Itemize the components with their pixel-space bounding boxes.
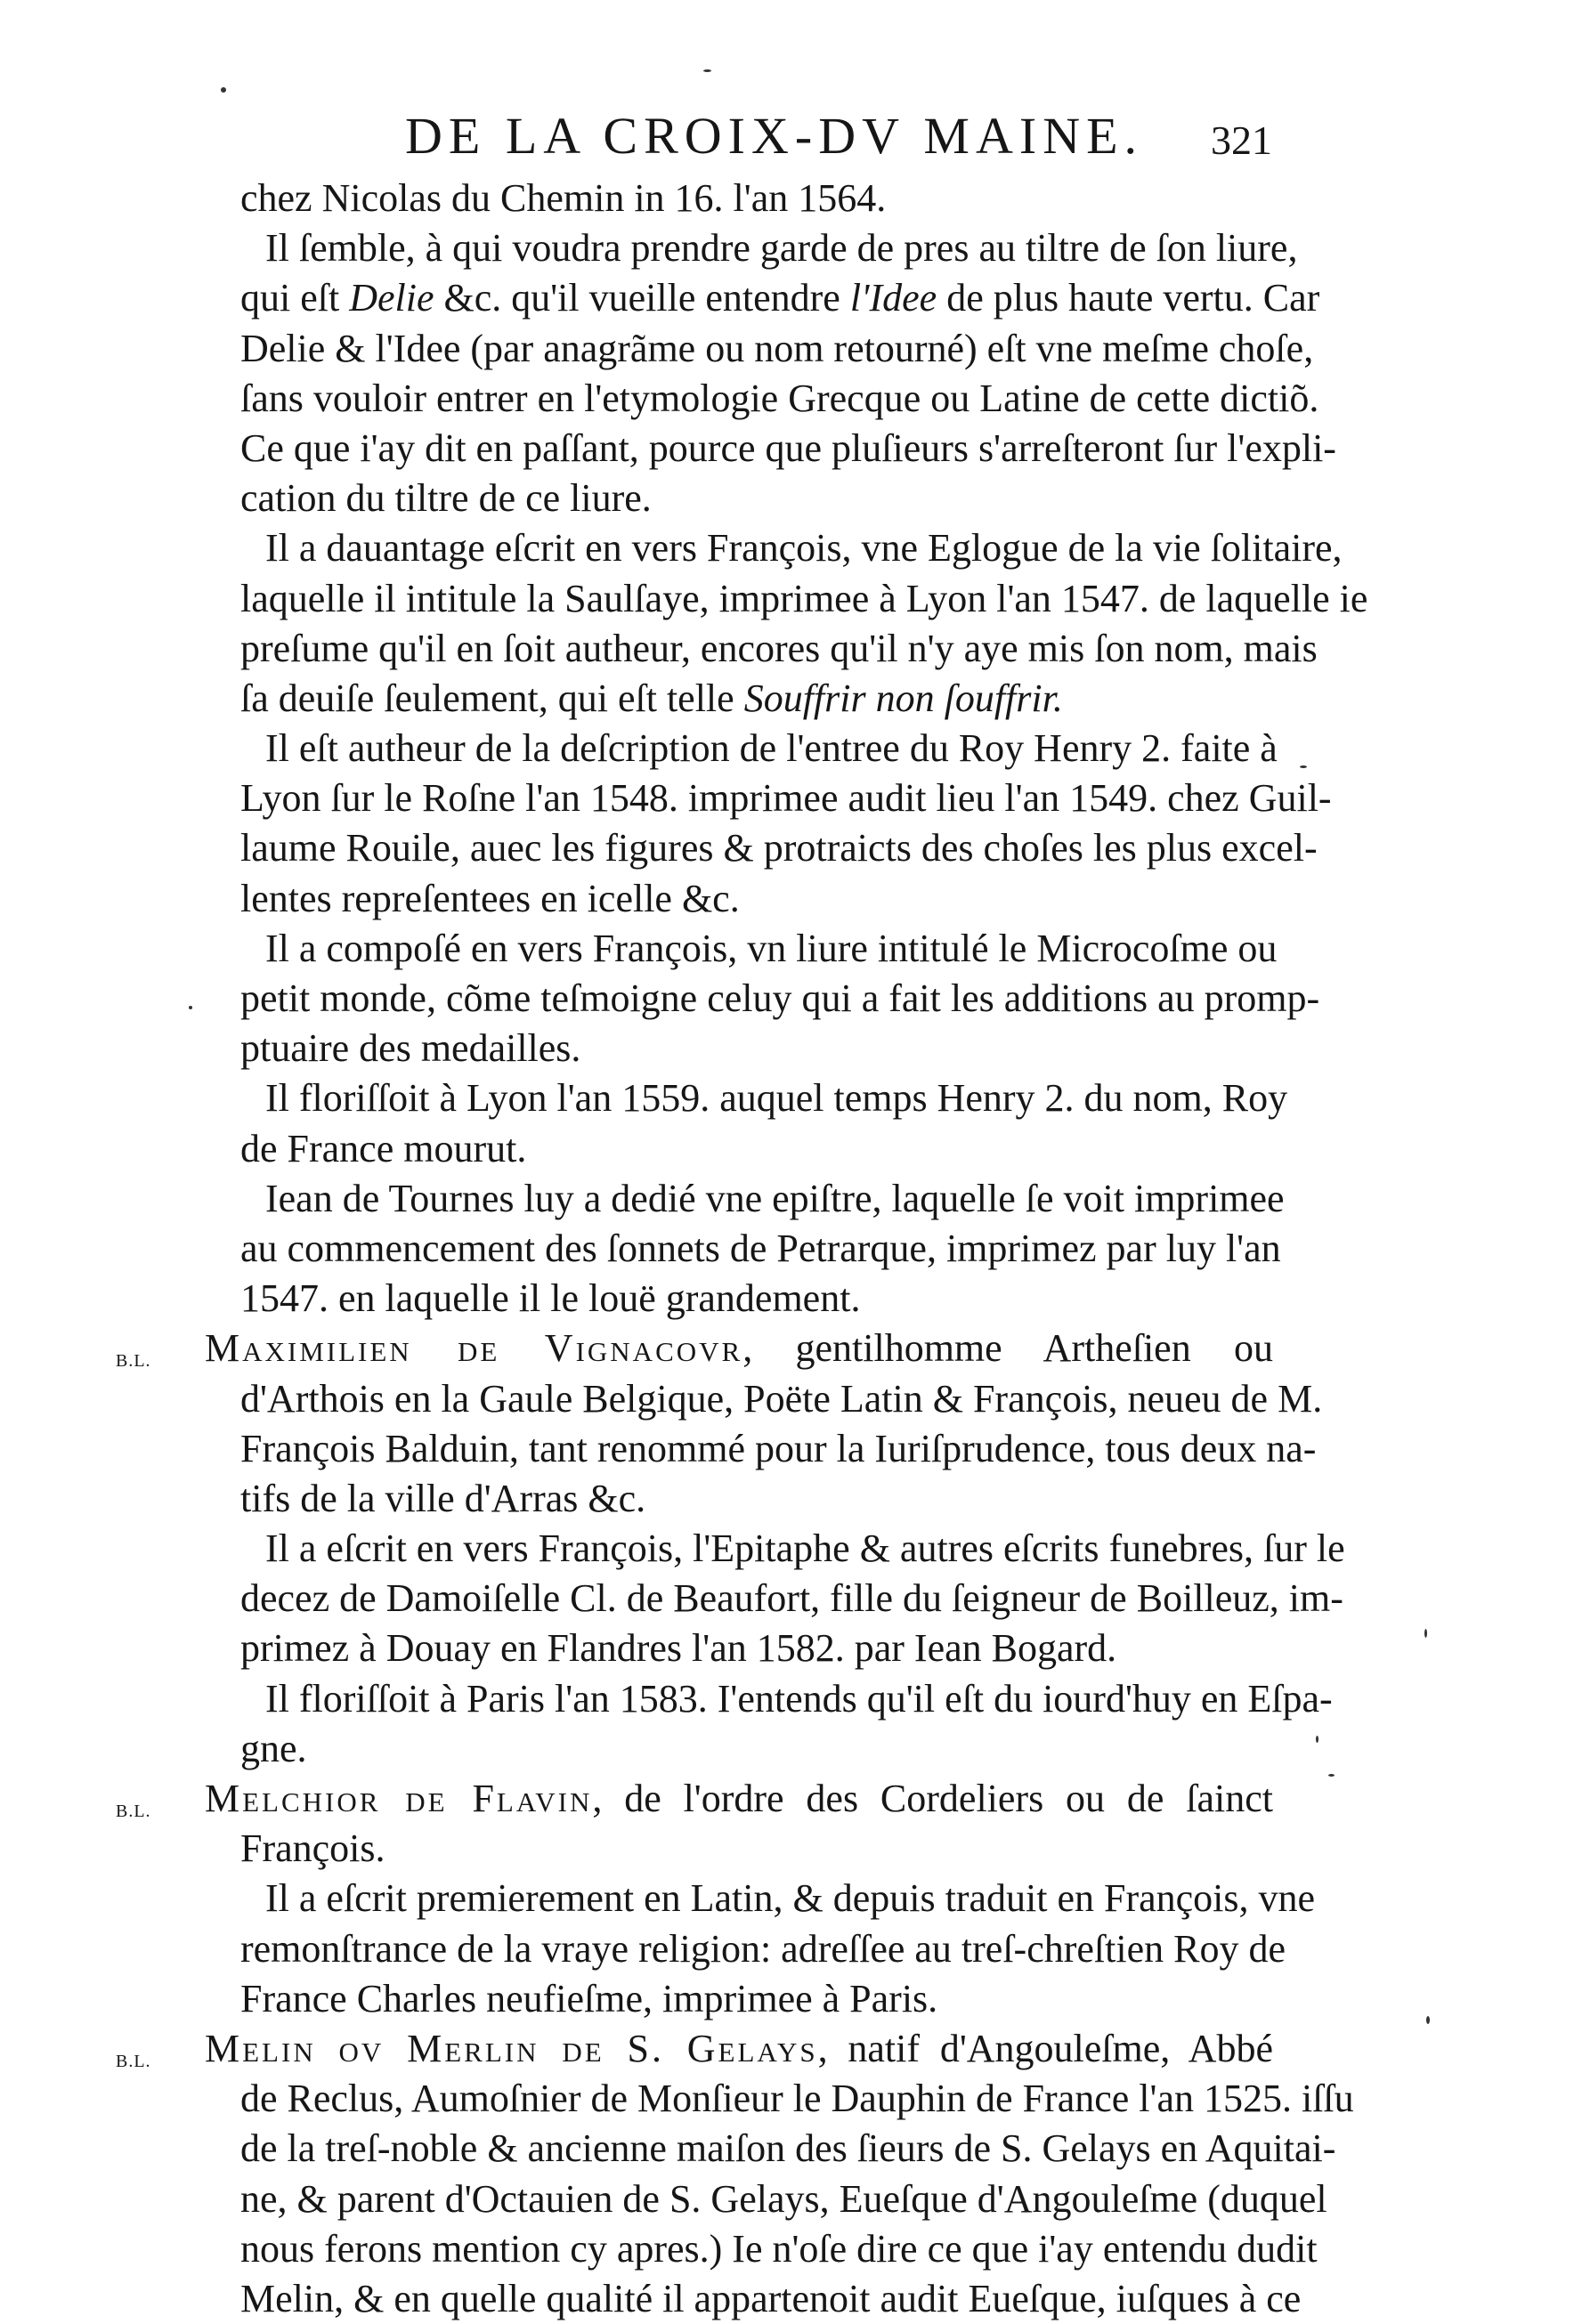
text-line: Lyon ſur le Roſne l'an 1548. imprimee audit lieu l'an 1549. chez Guil- <box>240 776 1332 821</box>
text-line: preſume qu'il en ſoit autheur, encores qu'il n'y aye mis ſon nom, mais <box>240 626 1318 670</box>
ink-speck <box>1424 1629 1427 1638</box>
ink-speck <box>221 87 226 93</box>
entry-heading-line: B.L. Maximilien de Vignacovr, gentilhomme Artheſien ou <box>205 1324 1273 1373</box>
text-line: chez Nicolas du Chemin in 16. l'an 1564. <box>240 176 887 220</box>
entry-heading-line: B.L. Melchior de Flavin, de l'ordre des Cordeliers ou de ſainct <box>205 1774 1273 1824</box>
ink-speck <box>1328 1774 1335 1777</box>
text-line: Il a eſcrit en vers François, l'Epitaphe & autres eſcrits funebres, ſur le <box>265 1526 1345 1571</box>
text-line: Melin, & en quelle qualité il appartenoit audit Eueſque, iuſques à ce <box>240 2276 1302 2320</box>
text-line: de France mourut. <box>240 1126 527 1170</box>
text-line: Il floriſſoit à Lyon l'an 1559. auquel temps Henry 2. du nom, Roy <box>265 1076 1288 1121</box>
page-number: 321 <box>1211 117 1272 163</box>
ink-speck <box>1426 2016 1430 2024</box>
entry-heading-line: B.L. Melin ov Merlin de S. Gelays, natif d'Angouleſme, Abbé <box>205 2024 1273 2074</box>
text-line: gne. <box>240 1726 307 1770</box>
text-line: de Reclus, Aumoſnier de Monſieur le Dauphin de France l'an 1525. iſſu <box>240 2077 1354 2121</box>
text-line: nous ferons mention cy apres.) Ie n'oſe dire ce que i'ay entendu dudit <box>240 2226 1318 2271</box>
text-line: laquelle il intitule la Saulſaye, imprimee à Lyon l'an 1547. de laquelle ie <box>240 576 1368 620</box>
ink-speck <box>1316 1736 1318 1743</box>
text-line: de la treſ-noble & ancienne maiſon des ſieurs de S. Gelays en Aquitai- <box>240 2126 1336 2171</box>
text-line: decez de Damoiſelle Cl. de Beaufort, fille du ſeigneur de Boilleuz, im- <box>240 1576 1343 1621</box>
text-line: lentes repreſentees en icelle &c. <box>240 876 740 920</box>
text-line: ptuaire des medailles. <box>240 1026 581 1071</box>
ink-speck <box>703 69 711 72</box>
text-line: Delie & l'Idee (par anagrãme ou nom retourné) eſt vne meſme choſe, <box>240 326 1314 370</box>
ink-speck <box>189 1006 192 1009</box>
text-line: Il eſt autheur de la deſcription de l'entree du Roy Henry 2. faite à <box>265 726 1278 771</box>
author-name: Maximilien de Vignacovr <box>205 1326 743 1371</box>
text-line: Il a compoſé en vers François, vn liure intitulé le Microcoſme ou <box>265 926 1278 970</box>
text-line: primez à Douay en Flandres l'an 1582. par Iean Bogard. <box>240 1626 1117 1671</box>
text-line: Il a eſcrit premierement en Latin, & depuis traduit en François, vne <box>265 1876 1316 1921</box>
text-line: petit monde, cõme teſmoigne celuy qui a fait les additions au promp- <box>240 976 1320 1020</box>
text-line: tifs de la ville d'Arras &c. <box>240 1476 646 1520</box>
text-line: ne, & parent d'Octauien de S. Gelays, Eueſque d'Angouleſme (duquel <box>240 2176 1327 2221</box>
text-line: laume Rouile, auec les figures & protraicts des choſes les plus excel- <box>240 826 1318 870</box>
margin-note: B.L. <box>116 1802 151 1821</box>
text-line: 1547. en laquelle il le louë grandement. <box>240 1276 861 1321</box>
text-line: au commencement des ſonnets de Petrarque, imprimez par luy l'an <box>240 1226 1281 1270</box>
text-line: d'Arthois en la Gaule Belgique, Poëte Latin & François, neueu de M. <box>240 1376 1323 1421</box>
text-line: qui eſt Delie &c. qu'il vueille entendre l'Idee de plus haute vertu. Car <box>240 276 1320 320</box>
text-line: François. <box>240 1826 385 1871</box>
text-line: Il ſemble, à qui voudra prendre garde de pres au tiltre de ſon liure, <box>265 226 1298 271</box>
text-line: Il a dauantage eſcrit en vers François, vne Eglogue de la vie ſolitaire, <box>265 526 1343 571</box>
text-line: Ce que i'ay dit en paſſant, pource que pluſieurs s'arreſteront ſur l'expli- <box>240 425 1336 470</box>
text-line: ſa deuiſe ſeulement, qui eſt telle Souffrir non ſouffrir. <box>240 676 1063 720</box>
text-line: Iean de Tournes luy a dedié vne epiſtre, laquelle ſe voit imprimee <box>265 1176 1285 1220</box>
text-line: François Balduin, tant renommé pour la Iuriſprudence, tous deux na- <box>240 1426 1317 1470</box>
running-title: DE LA CROIX-DV MAINE. <box>405 107 1144 165</box>
author-name: Melchior de Flavin <box>205 1777 593 1820</box>
margin-note: B.L. <box>116 2051 151 2071</box>
author-name: Melin ov Merlin de S. Gelays <box>205 2026 818 2070</box>
ink-speck <box>1300 765 1307 768</box>
text-line: cation du tiltre de ce liure. <box>240 476 652 521</box>
body-text <box>116 174 1368 2324</box>
margin-note: B.L. <box>116 1351 151 1372</box>
text-line: France Charles neufieſme, imprimee à Paris. <box>240 1976 938 2020</box>
text-line: ſans vouloir entrer en l'etymologie Grecque ou Latine de cette dictiõ. <box>240 376 1319 420</box>
text-line: Il floriſſoit à Paris l'an 1583. I'entends qu'il eſt du iourd'huy en Eſpa- <box>265 1676 1333 1721</box>
text-line: remonſtrance de la vraye religion: adreſſee au treſ-chreſtien Roy de <box>240 1926 1286 1971</box>
